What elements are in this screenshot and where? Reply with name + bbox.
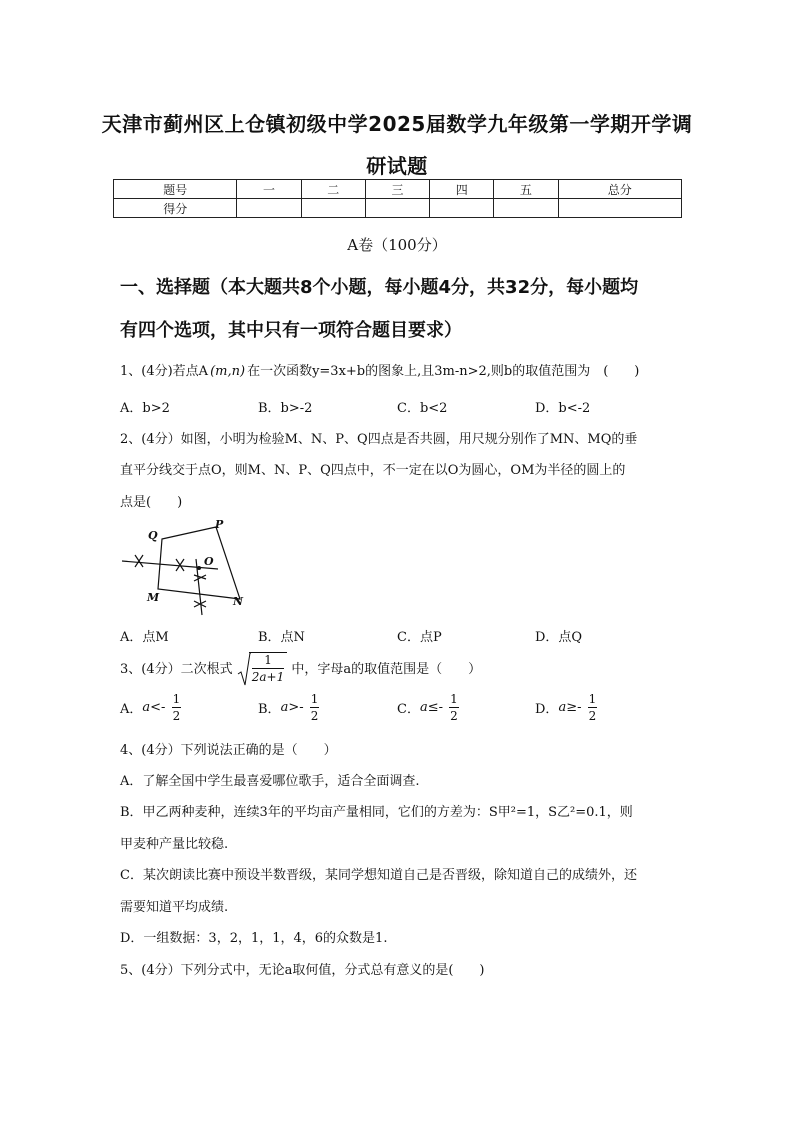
- title-line-2: 研试题: [366, 154, 428, 178]
- score-cell[interactable]: [430, 199, 494, 218]
- score-table: [113, 179, 682, 218]
- q1-option-d[interactable]: D．b<-2: [535, 401, 591, 416]
- fraction-numerator: 1: [172, 692, 181, 706]
- q2-line-3: 点是( ): [120, 495, 183, 510]
- q1-stem-start: 1、(4分)若点A: [120, 364, 209, 379]
- q4-stem: 4、(4分）下列说法正确的是（ ）: [120, 743, 337, 758]
- q3-option-fraction: [310, 693, 320, 722]
- q2-option-b[interactable]: B．点N: [258, 630, 305, 645]
- q3-option-fraction: [449, 693, 459, 722]
- fraction-denominator: 2: [172, 709, 181, 723]
- score-cell[interactable]: [558, 199, 681, 218]
- q4-option-d[interactable]: D．一组数据：3，2，1，1，4，6的众数是1.: [120, 931, 388, 946]
- fraction-numerator: 1: [310, 692, 319, 706]
- q4-option-c-line-1[interactable]: C．某次朗读比赛中预设半数晋级，某同学想知道自己是否晋级，除知道自己的成绩外，还: [120, 868, 637, 883]
- q3-option-label: B．: [258, 702, 281, 717]
- q3-option-fraction: [172, 693, 182, 722]
- score-header-cell: 二: [301, 180, 365, 199]
- fraction-denominator: 2: [310, 709, 319, 723]
- score-header-cell: 五: [494, 180, 558, 199]
- score-row-label: 得分: [114, 199, 237, 218]
- q3-stem-after: 中，字母a的取值范围是（ ）: [291, 662, 482, 677]
- q3-radicand: [249, 652, 287, 683]
- fraction-numerator: 1: [588, 692, 597, 706]
- score-cell[interactable]: [365, 199, 429, 218]
- q2-option-d[interactable]: D．点Q: [535, 630, 583, 645]
- label-o: O: [204, 555, 214, 568]
- q1-option-b[interactable]: B．b>-2: [258, 401, 313, 416]
- q4-option-b-line-2[interactable]: 甲麦种产量比较稳.: [120, 837, 229, 852]
- q4-option-c-line-2[interactable]: 需要知道平均成绩.: [120, 900, 229, 915]
- q5-stem: 5、(4分）下列分式中，无论a取何值，分式总有意义的是( ): [120, 963, 485, 978]
- q3-option-relation: a<-: [142, 700, 166, 715]
- q1-point: (m,n): [210, 364, 246, 379]
- q3-option-label: A．: [120, 702, 143, 717]
- q4-option-a[interactable]: A．了解全国中学生最喜爱哪位歌手，适合全面调查.: [120, 774, 420, 789]
- q3-option-c[interactable]: [397, 693, 459, 722]
- q3-option-b[interactable]: [258, 693, 319, 722]
- score-table-score-row: [114, 199, 682, 218]
- score-header-cell: 一: [237, 180, 301, 199]
- q3-radical: [237, 652, 287, 683]
- arc-mark: [135, 555, 143, 567]
- fraction-numerator: 1: [450, 692, 458, 706]
- q3-option-relation: a≥-: [558, 700, 582, 715]
- q3-option-fraction: [588, 693, 598, 722]
- section-1-heading-line-1: 一、选择题（本大题共8个小题，每小题4分，共32分，每小题均: [120, 277, 639, 298]
- sqrt-icon: [237, 652, 251, 688]
- q3-option-d[interactable]: [535, 693, 597, 722]
- q4-option-b-line-1[interactable]: B．甲乙两种麦种，连续3年的平均亩产量相同，它们的方差为：S甲²=1，S乙²=0.1，则: [120, 805, 633, 820]
- q1-option-c[interactable]: C．b<2: [397, 401, 448, 416]
- label-m: M: [147, 591, 160, 604]
- label-n: N: [233, 595, 244, 608]
- q3-option-relation: a>-: [280, 700, 304, 715]
- q3-option-a[interactable]: [120, 693, 181, 722]
- q3-radicand-numerator: 1: [252, 654, 284, 669]
- arc-mark: [194, 575, 206, 581]
- q1-option-a[interactable]: A．b>2: [120, 401, 170, 416]
- q3-option-relation: a≤-: [419, 700, 443, 715]
- q1-stem: [120, 360, 639, 379]
- q2-figure: [118, 515, 258, 620]
- title-line-1: 天津市蓟州区上仓镇初级中学2025届数学九年级第一学期开学调: [101, 112, 693, 136]
- q2-option-c[interactable]: C．点P: [397, 630, 442, 645]
- q1-stem-rest: 在一次函数y=3x+b的图象上,且3m-n>2,则b的取值范围为 ( ): [247, 364, 640, 379]
- fraction-denominator: 2: [588, 709, 597, 723]
- label-p: P: [215, 518, 224, 531]
- score-cell[interactable]: [494, 199, 558, 218]
- score-header-cell: 三: [365, 180, 429, 199]
- q3-stem-before: 3、(4分）二次根式: [120, 662, 233, 677]
- q3-option-label: C．: [397, 702, 420, 717]
- score-header-cell: 总分: [558, 180, 681, 199]
- q2-line-1: 2、(4分）如图，小明为检验M、N、P、Q四点是否共圆，用尺规分别作了MN、MQ的垂: [120, 432, 638, 447]
- volume-label: A卷（100分）: [347, 236, 447, 254]
- score-header-cell: 题号: [114, 180, 237, 199]
- score-header-cell: 四: [430, 180, 494, 199]
- q3-stem: [120, 652, 481, 688]
- fraction-denominator: 2: [450, 709, 458, 723]
- q2-option-a[interactable]: A．点M: [120, 630, 169, 645]
- label-q: Q: [148, 529, 158, 542]
- q3-option-label: D．: [535, 702, 559, 717]
- section-1-heading-line-2: 有四个选项，其中只有一项符合题目要求）: [120, 320, 462, 341]
- point-o-dot: [197, 566, 201, 570]
- score-cell[interactable]: [237, 199, 301, 218]
- score-cell[interactable]: [301, 199, 365, 218]
- q2-line-2: 直平分线交于点O，则M、N、P、Q四点中，不一定在以O为圆心，OM为半径的圆上的: [120, 463, 626, 478]
- score-table-header-row: [114, 180, 682, 199]
- q3-radicand-denominator: 2a+1: [251, 670, 285, 684]
